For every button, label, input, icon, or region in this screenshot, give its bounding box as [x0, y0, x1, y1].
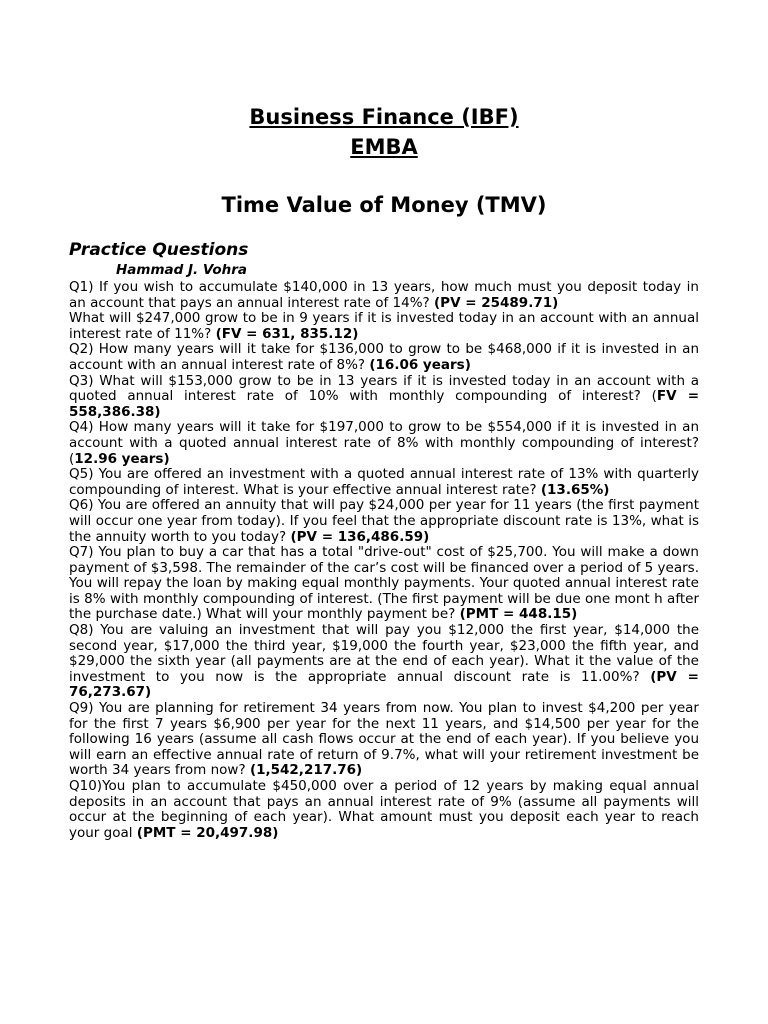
question-text: Q7) You plan to buy a car that has a total "drive-out" cost of $25,700. You will make a down payment of $3,598. The remainder of the car’s cost will be financed over a period of 5 years. You will repay the loan by making equal monthly payments. Your quoted annual interest rate is 8% with monthly compounding of interest. (The first payment will be due one mont h after the purchase date.) What will your monthly payment be?: [69, 544, 699, 623]
question-text: Q1) If you wish to accumulate $140,000 in 13 years, how much must you deposit today in an account that pays an annual interest rate of 14%?: [69, 279, 699, 311]
question-item: [69, 623, 699, 701]
question-text: Q3) What will $153,000 grow to be in 13 years if it is invested today in an account with a quoted annual interest rate of 10% with monthly compounding of interest? (: [69, 372, 699, 405]
question-answer: (PMT = 20,497.98): [136, 824, 279, 841]
question-item: [69, 420, 699, 467]
question-text: Q6) You are offered an annuity that will pay $24,000 per year for 11 years (the first payment will occur one year from today). If you feel that the appropriate discount rate is 13%, what is the annuity worth to you today?: [69, 497, 699, 545]
author-name: Hammad J. Vohra: [116, 262, 247, 278]
question-text: Q9) You are planning for retirement 34 years from now. You plan to invest $4,200 per year for the first 7 years $6,900 per year for the next 11 years, and $14,500 per year for the following 16 years (assume all cash flows occur at the end of each year). If you believe you will earn an effective annual rate of return of 9.7%, what will your retirement investment be worth 34 years from now?: [69, 700, 699, 779]
question-answer: (FV = 631, 835.12): [215, 325, 359, 342]
question-text: Q4) How many years will it take for $197,000 to grow to be $554,000 if it is invested in an account with a quoted annual interest rate of 8% with monthly compounding of interest? (: [69, 419, 699, 467]
question-text: Q2) How many years will it take for $136,000 to grow to be $468,000 if it is invested in an account with an annual interest rate of 8%?: [69, 341, 699, 373]
course-title: Business Finance (IBF): [249, 105, 519, 129]
question-answer: FV = 558,386.38): [69, 388, 700, 420]
question-text: Q5) You are offered an investment with a quoted annual interest rate of 13% with quarterly compounding of interest. What is your effective annual interest rate?: [69, 466, 699, 498]
topic-title: Time Value of Money (TMV): [221, 193, 547, 217]
question-answer: (PV = 25489.71): [434, 294, 559, 311]
question-answer: 12.96 years): [74, 450, 170, 467]
question-answer: (16.06 years): [369, 356, 471, 373]
question-item: [69, 701, 699, 779]
question-answer: (PV = 136,486.59): [290, 528, 430, 545]
question-item: [69, 374, 699, 421]
question-answer: (13.65%): [540, 481, 610, 498]
questions-list: [69, 280, 699, 841]
question-answer: (PMT = 448.15): [459, 606, 578, 623]
question-item: [69, 545, 699, 623]
question-answer: (1,542,217.76): [249, 762, 363, 779]
question-item: [69, 342, 699, 373]
question-item: [69, 311, 699, 342]
question-item: [69, 779, 699, 841]
question-text: Q10)You plan to accumulate $450,000 over a period of 12 years by making equal annual deposits in an account that pays an annual interest rate of 9% (assume all payments will occur at the beginning of each year). What amount must you deposit each year to reach your goal: [69, 778, 699, 841]
program-title: EMBA: [350, 135, 418, 159]
question-item: [69, 280, 699, 311]
question-item: [69, 467, 699, 498]
section-heading: Practice Questions: [69, 240, 249, 260]
question-item: [69, 498, 699, 545]
question-text: Q8) You are valuing an investment that will pay you $12,000 the first year, $14,000 the second year, $17,000 the third year, $19,000 the fourth year, $23,000 the fifth year, and $29,000 the sixth year (all payments are at the end of each year). What it the value of the investment to you now is the appropriate annual discount rate is 11.00%?: [69, 622, 699, 685]
question-text: What will $247,000 grow to be in 9 years if it is invested today in an account with an annual interest rate of 11%?: [69, 310, 699, 342]
question-answer: (PV = 76,273.67): [69, 668, 699, 701]
